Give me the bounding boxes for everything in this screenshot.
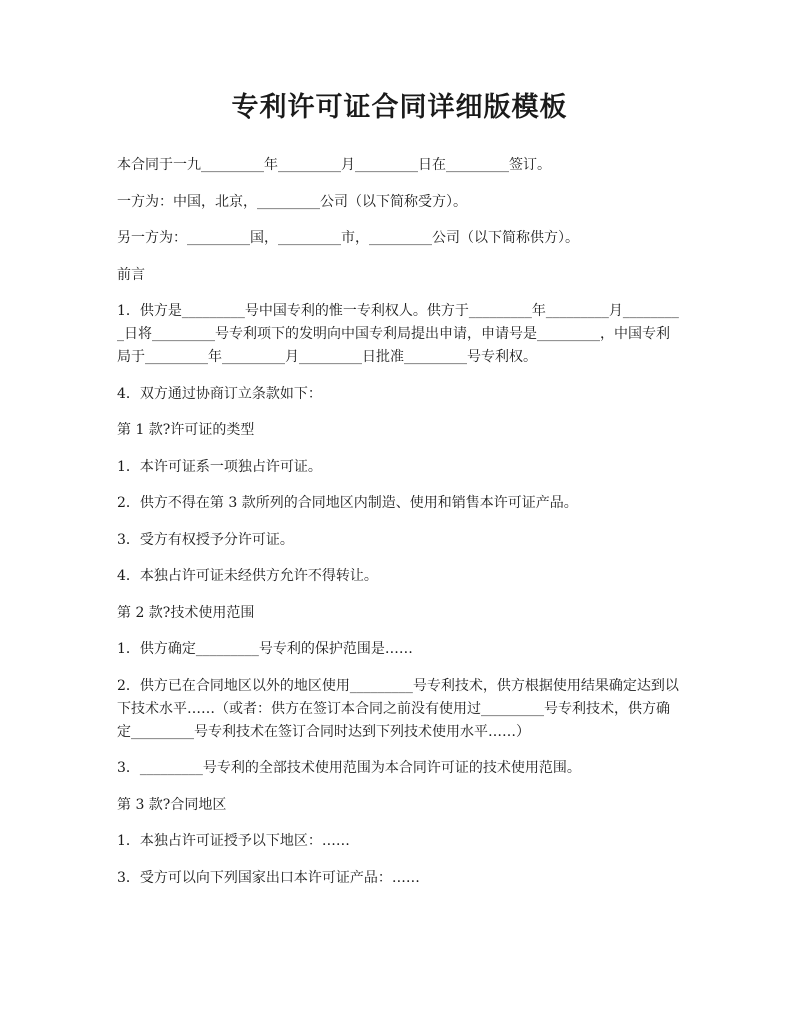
paragraph-party-licensee: 一方为：中国，北京，_________公司（以下简称受方）。 bbox=[117, 193, 467, 210]
clause-3-1: 1．本独占许可证授予以下地区：…… bbox=[117, 833, 350, 849]
section-heading-article-2: 第 2 款?技术使用范围 bbox=[117, 604, 255, 621]
paragraph-signing-date: 本合同于一九_________年_________月_________日在_________签订。 bbox=[117, 157, 551, 173]
paragraph-patent-holder: 1．供方是_________号中国专利的惟一专利权人。供方于_________年_________月_________日将_________号专利项下的发明向中国专利局提出申请，申请号是_________，中国专利局于_________年_________月_________日批准_________号专利权。 bbox=[117, 303, 679, 365]
section-heading-article-1: 第 1 款?许可证的类型 bbox=[117, 422, 255, 438]
document-title: 专利许可证合同详细版模板 bbox=[231, 92, 568, 123]
clause-3-3: 3．受方可以向下列国家出口本许可证产品：…… bbox=[117, 869, 420, 886]
clause-1-4: 4．本独占许可证未经供方允许不得转让。 bbox=[117, 568, 378, 584]
section-heading-article-3: 第 3 款?合同地区 bbox=[117, 796, 227, 813]
section-heading-preface: 前言 bbox=[117, 266, 145, 283]
clause-1-1: 1．本许可证系一项独占许可证。 bbox=[117, 458, 322, 475]
document-page bbox=[117, 88, 682, 903]
clause-1-3: 3．受方有权授予分许可证。 bbox=[117, 531, 294, 548]
clause-2-1: 1．供方确定_________号专利的保护范围是…… bbox=[117, 641, 413, 657]
clause-2-2: 2．供方已在合同地区以外的地区使用_________号专利技术，供方根据使用结果确定达到以下技术水平……（或者：供方在签订本合同之前没有使用过_________号专利技术，供方确定_________号专利技术在签订合同时达到下列技术使用水平……） bbox=[117, 677, 679, 740]
clause-2-3: 3．_________号专利的全部技术使用范围为本合同许可证的技术使用范围。 bbox=[117, 760, 581, 776]
clause-1-2: 2．供方不得在第 3 款所列的合同地区内制造、使用和销售本许可证产品。 bbox=[117, 495, 578, 511]
paragraph-terms-intro: 4．双方通过协商订立条款如下： bbox=[117, 385, 322, 402]
paragraph-party-licensor: 另一方为：_________国，_________市，_________公司（以下简称供方）。 bbox=[117, 230, 579, 246]
